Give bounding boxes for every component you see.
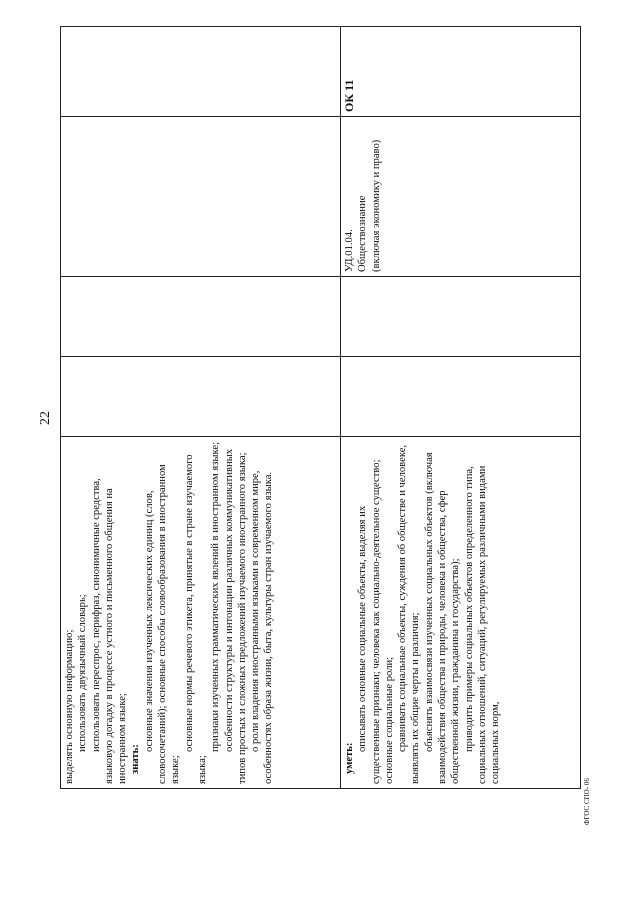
req-line: выделять основную информацию; (64, 629, 75, 784)
discipline-code: УД.01.04. (344, 229, 355, 272)
page-number: 22 (38, 411, 53, 425)
req-line: сравнивать социальные объекты, суждения об обществе и человеке, выявлять их общие черты и различия; (397, 444, 422, 784)
requirements-cell-social (341, 437, 581, 789)
hours-cell (61, 277, 341, 357)
hours-cell (341, 357, 581, 437)
table-row (341, 27, 581, 789)
competence-cell (341, 27, 581, 117)
req-line: основные значения изученных лексических единиц (слов, словосочетаний); основные способы словообразования в иностранном языке; (143, 464, 182, 784)
req-line: использовать двуязычный словарь; (77, 594, 89, 752)
curriculum-table (60, 27, 580, 789)
discipline-cell (341, 117, 581, 277)
footer-code: ФГОС СПО- 06 (583, 778, 591, 825)
req-line: признаки изученных грамматических явлений в иностранном языке; (210, 441, 222, 752)
discipline-cell-empty (61, 117, 341, 277)
req-label: уметь: (344, 742, 355, 774)
req-line: приводить примеры социальных объектов определенного типа, социальных отношений, ситуаций, регулируемых различными видами социальных норм, (463, 465, 502, 784)
req-line: о роли владения иностранными языками в современном мире, особенностях образа жизни, быта, культуры стран изучаемого языка. (250, 470, 275, 784)
req-line: использовать переспрос, перифраз, синонимичные средства, языковую догадку в процессе устного и письменного общения на иностранном языке; (90, 478, 129, 784)
discipline-name: Обществознание (357, 195, 369, 272)
competence-cell-empty (61, 27, 341, 117)
table-row (61, 27, 341, 789)
req-line: особенности структуры и интонации различных коммуникативных типов простых и сложных предложений изучаемого иностранного языка; (223, 448, 248, 784)
discipline-note: (включая экономику и право) (370, 139, 382, 272)
req-line: основные нормы речевого этикета, принятые в стране изучаемого языка; (183, 454, 208, 784)
req-line: объяснять взаимосвязи изученных социальных объектов (включая взаимодействия общества и природы, человека и общества, сфер общественной жизни, гражданина и государства); (423, 452, 462, 784)
req-line: описывать основные социальные объекты, выделяя их существенные признаки; человека как социально-деятельное существо; основные социальные роли; (357, 459, 395, 784)
hours-cell (341, 277, 581, 357)
req-label: знать: (130, 744, 142, 774)
hours-cell (61, 357, 341, 437)
competence-code: ОК 11 (342, 79, 356, 112)
requirements-cell-language (61, 437, 341, 789)
